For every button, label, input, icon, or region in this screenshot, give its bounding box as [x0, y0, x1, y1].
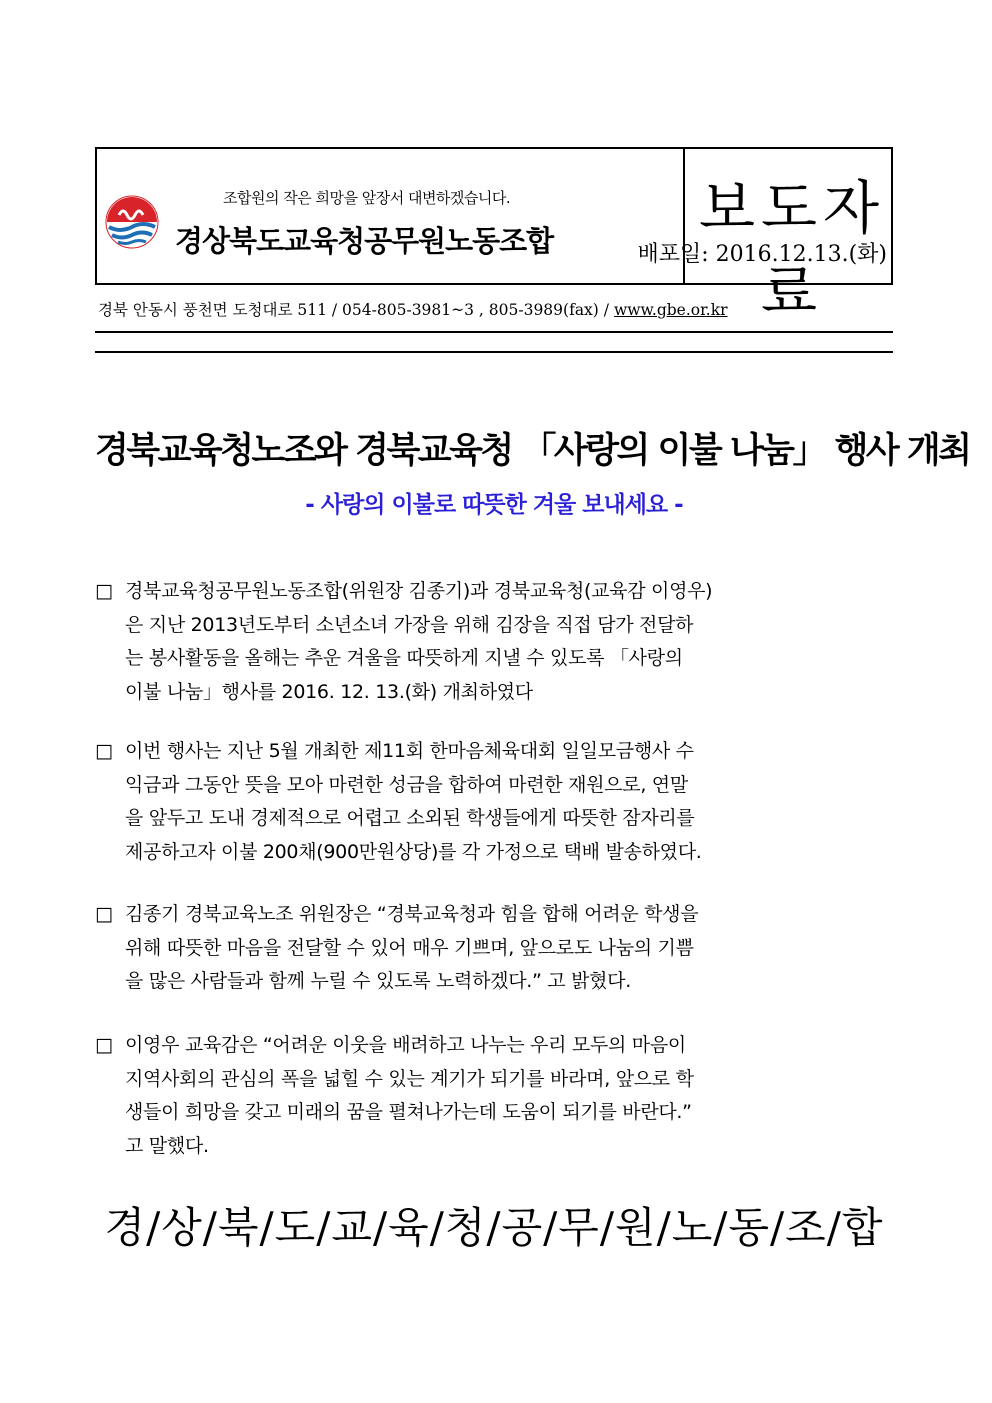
paragraph-line: 지역사회의 관심의 폭을 넓힐 수 있는 계기가 되기를 바라며, 앞으로 학: [125, 1067, 694, 1090]
article-subtitle: - 사랑의 이불로 따뜻한 겨울 보내세요 -: [305, 492, 683, 518]
union-name: 경상북도교육청공무원노동조합: [175, 224, 554, 258]
paragraph-line: 이불 나눔」행사를 2016. 12. 13.(화) 개최하였다: [125, 680, 533, 703]
press-release-title: 보도자료: [698, 174, 886, 326]
paragraph-line: □ 김종기 경북교육노조 위원장은 “경북교육청과 힘을 합해 어려운 학생을: [95, 898, 895, 932]
contact-info: [98, 298, 728, 320]
paragraph-line: 을 앞두고 도내 경제적으로 어렵고 소외된 학생들에게 따뜻한 잠자리를: [125, 807, 695, 829]
paragraph-line: □ 이영우 교육감은 “어려운 이웃을 배려하고 나누는 우리 모두의 마음이: [95, 1029, 895, 1063]
address-text: 경북 안동시 풍천면 도청대로 511 / 054-805-3981~3 , 805-3989(fax) /: [98, 301, 614, 319]
paragraph-2: [95, 735, 895, 869]
union-logo-icon: [105, 195, 159, 249]
article-title: 경북교육청노조와 경북교육청 「사랑의 이불 나눔」 행사 개최: [95, 431, 970, 471]
paragraph-line: 생들이 희망을 갖고 미래의 꿈을 펼쳐나가는데 도움이 되기를 바란다.”: [125, 1101, 692, 1123]
divider-line-bottom: [95, 351, 893, 353]
release-date: 배포일: 2016.12.13.(화): [637, 242, 887, 267]
paragraph-4: [95, 1029, 895, 1163]
paragraph-line: 은 지난 2013년도부터 소년소녀 가장을 위해 김장을 직접 담가 전달하: [125, 613, 694, 636]
paragraph-line: 익금과 그동안 뜻을 모아 마련한 성금을 합하여 마련한 재원으로, 연말: [125, 773, 688, 796]
paragraph-line: □ 이번 행사는 지난 5월 개최한 제11회 한마음체육대회 일일모금행사 수: [95, 735, 895, 769]
checkbox-bullet-icon: □: [95, 580, 113, 602]
union-slogan: 조합원의 작은 희망을 앞장서 대변하겠습니다.: [223, 189, 511, 207]
paragraph-line: 고 말했다.: [125, 1134, 209, 1157]
checkbox-bullet-icon: □: [95, 740, 113, 762]
organization-signature: 경/상/북/도/교/육/청/공/무/원/노/동/조/합: [104, 1203, 884, 1252]
divider-line-top: [95, 331, 893, 333]
paragraph-1: [95, 575, 895, 709]
paragraph-line: 위해 따뜻한 마음을 전달할 수 있어 매우 기쁘며, 앞으로도 나눔의 기쁨: [125, 936, 694, 959]
paragraph-line: 을 많은 사람들과 함께 누릴 수 있도록 노력하겠다.” 고 밝혔다.: [125, 970, 631, 992]
checkbox-bullet-icon: □: [95, 903, 113, 925]
paragraph-line: 는 봉사활동을 올해는 추운 겨울을 따뜻하게 지낼 수 있도록 「사랑의: [125, 647, 683, 669]
paragraph-3: [95, 898, 895, 999]
checkbox-bullet-icon: □: [95, 1034, 113, 1056]
paragraph-line: □ 경북교육청공무원노동조합(위원장 김종기)과 경북교육청(교육감 이영우): [95, 575, 895, 609]
website-link[interactable]: www.gbe.or.kr: [613, 301, 728, 319]
paragraph-line: 제공하고자 이불 200채(900만원상당)를 각 가정으로 택배 발송하였다.: [125, 840, 702, 863]
